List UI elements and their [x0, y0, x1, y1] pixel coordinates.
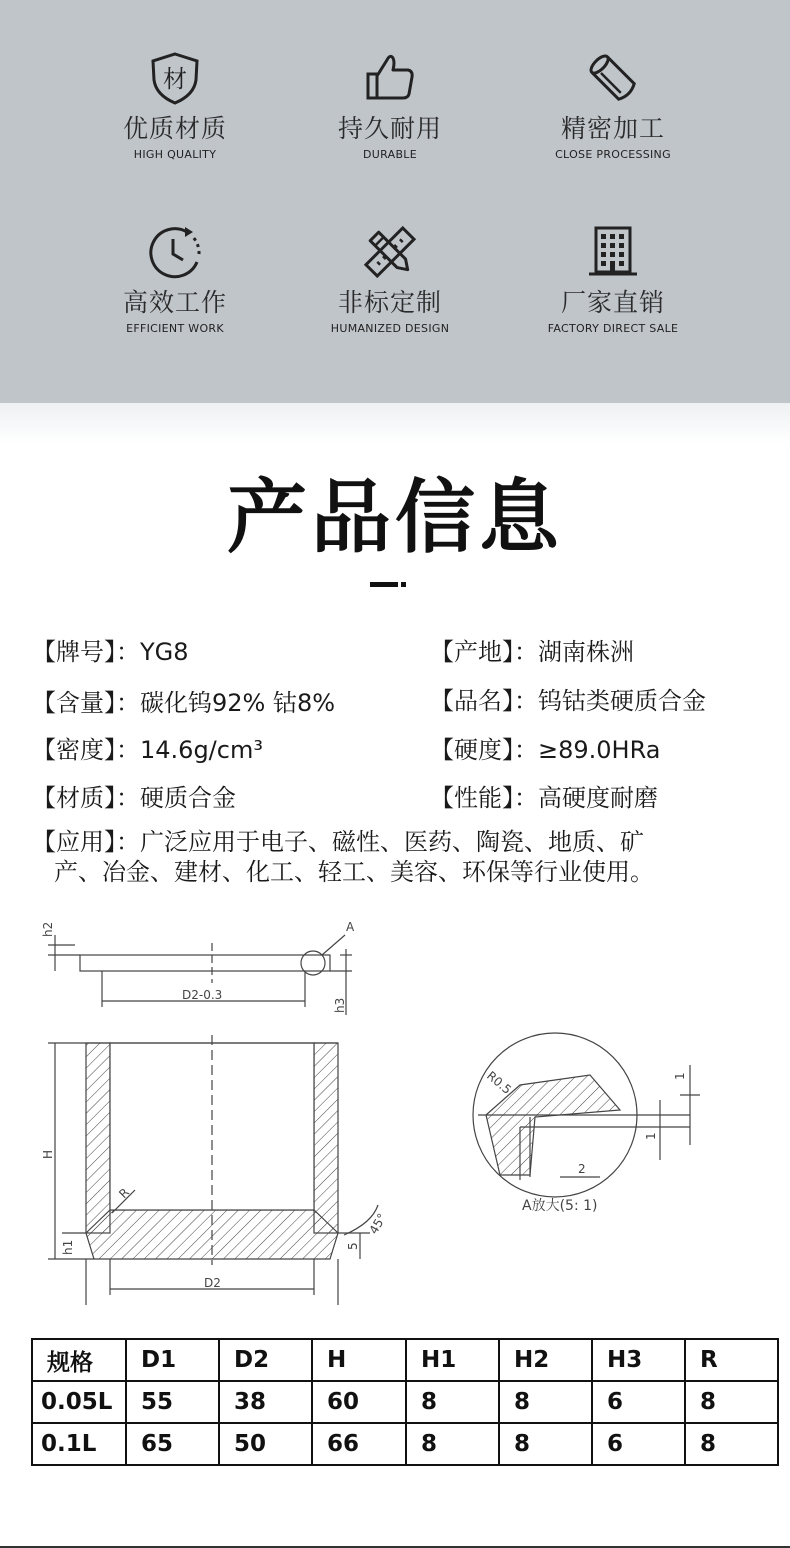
- pencil-ruler-icon: [362, 224, 418, 280]
- feature-efficient-work: [65, 224, 285, 335]
- dim-r05: R0.5: [484, 1068, 515, 1097]
- building-icon: [585, 224, 641, 280]
- cup-right-wall: [314, 1043, 338, 1233]
- spec-material: [32, 783, 236, 813]
- feature-durable: [280, 50, 500, 161]
- dim-h2: h2: [41, 921, 55, 937]
- spec-label: 【品名】：: [430, 687, 538, 715]
- thumbs-up-icon: [362, 50, 418, 106]
- table-header-cell: H1: [406, 1339, 499, 1381]
- table-header-cell: D1: [126, 1339, 219, 1381]
- dim-angle: 45°: [366, 1211, 390, 1237]
- lid-outline: [80, 955, 330, 971]
- spec-value: 高硬度耐磨: [538, 784, 658, 812]
- feature-title: 优质材质: [122, 114, 227, 143]
- spec-label: 【材质】：: [32, 784, 140, 812]
- table-header-row: [32, 1339, 778, 1381]
- table-cell: 8: [499, 1381, 592, 1423]
- feature-subtitle: CLOSE PROCESSING: [555, 148, 671, 161]
- table-cell: 66: [312, 1423, 406, 1465]
- spec-label: 【密度】：: [32, 736, 140, 764]
- dim-one-top: 1: [673, 1072, 687, 1080]
- dim-d2: D2: [204, 1276, 221, 1290]
- spec-label: 【含量】：: [32, 689, 140, 717]
- table-header-cell: 规格: [32, 1339, 126, 1381]
- title-underline-dot: [401, 582, 406, 587]
- usage-text-line2: 产、冶金、建材、化工、轻工、美容、环保等行业使用。: [54, 858, 654, 886]
- table-header-cell: D2: [219, 1339, 312, 1381]
- table-row: [32, 1423, 778, 1465]
- usage-text-line1: 广泛应用于电子、磁性、医药、陶瓷、地质、矿: [140, 828, 644, 856]
- dim-h3: h3: [333, 997, 347, 1013]
- material-shield-icon: [147, 50, 203, 106]
- feature-factory-direct-sale: [503, 224, 723, 335]
- dim-two: 2: [578, 1162, 586, 1176]
- feature-subtitle: EFFICIENT WORK: [126, 322, 224, 335]
- table-cell: 60: [312, 1381, 406, 1423]
- table-cell: 0.05L: [32, 1381, 126, 1423]
- table-header-cell: H3: [592, 1339, 685, 1381]
- table-cell: 50: [219, 1423, 312, 1465]
- spec-performance: [430, 783, 658, 813]
- technical-drawing: [0, 905, 790, 1325]
- table-cell: 6: [592, 1423, 685, 1465]
- spec-value: 硬质合金: [140, 784, 236, 812]
- dim-d2-minus: D2-0.3: [182, 988, 223, 1002]
- spec-value: 钨钴类硬质合金: [538, 687, 706, 715]
- spec-value: 碳化钨92% 钴8%: [140, 689, 336, 717]
- table-header-cell: H2: [499, 1339, 592, 1381]
- clock-icon: [147, 224, 203, 280]
- spec-label: 【牌号】：: [32, 638, 140, 666]
- spec-density: [32, 735, 263, 765]
- spec-label: 【应用】：: [32, 828, 140, 856]
- spec-product-name: [430, 686, 706, 716]
- title-underline: [370, 582, 398, 587]
- feature-title: 非标定制: [337, 288, 442, 317]
- material-badge-text: 材: [163, 65, 187, 93]
- feature-title: 厂家直销: [560, 288, 665, 317]
- table-header-cell: H: [312, 1339, 406, 1381]
- dim-one-side: 1: [644, 1132, 658, 1140]
- page-title: 产品信息: [227, 471, 563, 564]
- feature-close-processing: [503, 50, 723, 161]
- table-cell: 55: [126, 1381, 219, 1423]
- table-cell: 38: [219, 1381, 312, 1423]
- table-cell: 8: [406, 1381, 499, 1423]
- table-header-cell: R: [685, 1339, 778, 1381]
- table-cell: 6: [592, 1381, 685, 1423]
- feature-subtitle: FACTORY DIRECT SALE: [547, 322, 679, 335]
- dim-a-mark: A: [346, 920, 355, 934]
- feature-title: 精密加工: [560, 114, 665, 143]
- spec-label: 【性能】：: [430, 784, 538, 812]
- detail-caption: A放大(5: 1): [522, 1198, 598, 1214]
- dim-r: R: [116, 1185, 133, 1202]
- table-cell: 8: [685, 1423, 778, 1465]
- table-cell: 8: [685, 1381, 778, 1423]
- spec-label: 【硬度】：: [430, 736, 538, 764]
- spec-origin: [430, 637, 634, 667]
- table-cell: 0.1L: [32, 1423, 126, 1465]
- feature-humanized-design: [280, 224, 500, 335]
- table-cell: 8: [499, 1423, 592, 1465]
- dim-h: H: [41, 1149, 55, 1159]
- dimensions-table: [31, 1338, 779, 1466]
- spec-grade: [32, 637, 189, 667]
- table-row: [32, 1381, 778, 1423]
- spec-content: [32, 688, 335, 718]
- table-cell: 65: [126, 1423, 219, 1465]
- spec-hardness: [430, 735, 660, 765]
- section-divider: [0, 403, 790, 443]
- dim-five: 5: [346, 1242, 360, 1250]
- features-panel: [0, 0, 790, 403]
- feature-high-quality: [65, 50, 285, 161]
- feature-subtitle: DURABLE: [363, 148, 417, 161]
- feature-subtitle: HIGH QUALITY: [133, 148, 217, 161]
- spec-value: YG8: [140, 638, 189, 666]
- spec-value: 14.6g/cm³: [140, 736, 263, 764]
- table-cell: 8: [406, 1423, 499, 1465]
- spec-value: ≥89.0HRa: [538, 736, 661, 764]
- spec-label: 【产地】：: [430, 638, 538, 666]
- cylinder-icon: [585, 50, 641, 106]
- feature-subtitle: HUMANIZED DESIGN: [330, 322, 450, 335]
- spec-usage: [32, 827, 752, 887]
- feature-title: 高效工作: [122, 288, 227, 317]
- feature-title: 持久耐用: [337, 114, 442, 143]
- cup-left-wall: [86, 1043, 110, 1233]
- dim-h1: h1: [61, 1239, 75, 1255]
- spec-value: 湖南株洲: [538, 638, 634, 666]
